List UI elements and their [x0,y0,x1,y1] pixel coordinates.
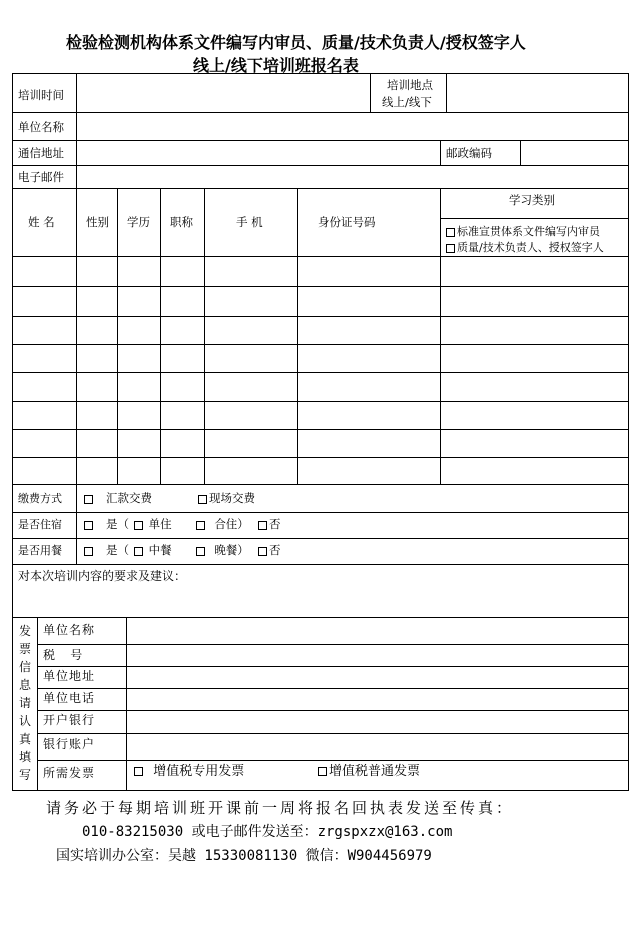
input-postcode[interactable] [521,141,628,164]
label-invoice-type: 所需发票 [43,766,96,780]
input-train-place[interactable] [447,74,628,111]
input-email[interactable] [77,166,628,187]
form-title-line2: 线上/线下培训班报名表 [193,56,359,75]
invoice-side-label: 发 票 信 息 请 认 真 填 写 [18,624,31,782]
checkbox-icon [196,547,205,556]
participant-row[interactable] [13,317,628,343]
participant-row[interactable] [13,458,628,483]
footer-line-3: 国实培训办公室：吴越 15330081130 微信：W904456979 [56,848,432,864]
checkbox-icon [134,767,143,776]
payment-option-remit[interactable]: 汇款交费 [84,491,152,505]
label-payment: 缴费方式 [18,492,62,505]
label-address: 通信地址 [18,146,64,160]
footer-line-1: 请务必于每期培训班开课前一周将报名回执表发送至传真： [46,799,515,817]
label-train-time: 培训时间 [18,88,64,102]
category-option-1[interactable]: 标准宣贯体系文件编写内审员 [446,225,600,239]
input-invoice-unit-address[interactable] [127,667,628,687]
checkbox-icon [318,767,327,776]
participant-row[interactable] [13,373,628,400]
lodging-shared[interactable]: 合住） [196,517,249,531]
participant-row[interactable] [13,257,628,285]
category-option-2[interactable]: 质量/技术负责人、授权签字人 [446,241,604,255]
col-name: 姓 名 [28,215,55,229]
label-invoice-unit-address: 单位地址 [43,669,96,683]
checkbox-icon [446,244,455,253]
invoice-type-general[interactable]: 增值税普通发票 [318,765,420,779]
input-invoice-unit-phone[interactable] [127,689,628,709]
label-lodging: 是否住宿 [18,518,62,531]
label-unit-name: 单位名称 [18,120,64,134]
checkbox-icon [84,495,93,504]
label-meal: 是否用餐 [18,544,62,557]
checkbox-icon [446,228,455,237]
invoice-type-special[interactable]: 增值税专用发票 [134,765,244,779]
input-tax-no[interactable] [127,645,628,665]
label-suggestions: 对本次培训内容的要求及建议： [18,569,187,583]
label-train-place-1: 培训地点 [387,78,433,92]
col-education: 学历 [127,215,150,229]
checkbox-icon [198,495,207,504]
input-suggestions[interactable] [13,586,628,616]
input-unit-name[interactable] [77,113,628,139]
input-address[interactable] [77,141,439,164]
label-train-place-2: 线上/线下 [382,95,432,109]
checkbox-icon [84,547,93,556]
label-postcode: 邮政编码 [446,146,492,160]
form-title-line1: 检验检测机构体系文件编写内审员、质量/技术负责人/授权签字人 [66,33,526,52]
meal-dinner[interactable]: 晚餐） [196,543,249,557]
label-invoice-unit-name: 单位名称 [43,623,96,637]
checkbox-icon [258,521,267,530]
label-bank: 开户银行 [43,713,96,727]
footer-line-2: 010-83215030 或电子邮件发送至：zrgspxzx@163.com [82,824,453,840]
participant-row[interactable] [13,345,628,371]
col-category: 学习类别 [509,193,555,207]
participant-row[interactable] [13,287,628,315]
checkbox-icon [196,521,205,530]
col-phone: 手 机 [236,215,263,229]
checkbox-icon [84,521,93,530]
meal-yes[interactable]: 是（ [84,543,129,557]
label-email: 电子邮件 [18,170,64,184]
col-title: 职称 [170,215,193,229]
meal-lunch[interactable]: 中餐 [134,543,172,557]
input-bank[interactable] [127,711,628,732]
input-invoice-unit-name[interactable] [127,618,628,643]
participant-row[interactable] [13,402,628,428]
participant-row[interactable] [13,430,628,456]
payment-option-onsite[interactable]: 现场交费 [198,491,255,505]
col-id: 身份证号码 [318,215,376,229]
lodging-no[interactable]: 否 [258,517,281,531]
lodging-single[interactable]: 单住 [134,517,172,531]
label-invoice-unit-phone: 单位电话 [43,691,96,705]
label-account: 银行账户 [43,737,96,751]
input-train-time[interactable] [77,74,369,111]
col-gender: 性别 [86,215,109,229]
checkbox-icon [134,521,143,530]
checkbox-icon [258,547,267,556]
input-account[interactable] [127,734,628,759]
lodging-yes[interactable]: 是（ [84,517,129,531]
label-tax-no: 税 号 [43,648,83,662]
meal-no[interactable]: 否 [258,543,281,557]
checkbox-icon [134,547,143,556]
